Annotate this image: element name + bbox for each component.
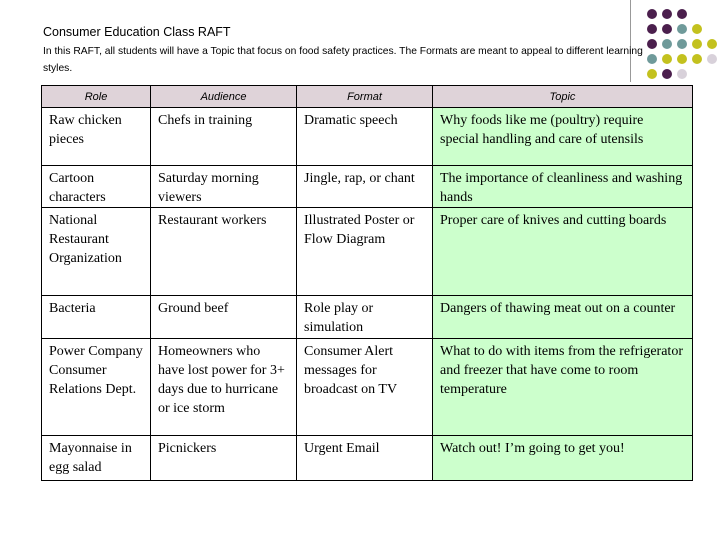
- table-row: [42, 296, 693, 339]
- topic-cell: Watch out! I’m going to get you!: [433, 436, 693, 481]
- format-cell: Dramatic speech: [297, 108, 433, 166]
- table-row: [42, 108, 693, 166]
- role-cell: National Restaurant Organization: [42, 208, 151, 296]
- format-cell: Role play or simulation: [297, 296, 433, 339]
- format-cell: Illustrated Poster or Flow Diagram: [297, 208, 433, 296]
- slide-subtitle: In this RAFT, all students will have a Topic that focus on food safety practices. The Formats are meant to appeal to different learning styles.: [43, 46, 643, 74]
- format-cell: Consumer Alert messages for broadcast on TV: [297, 339, 433, 436]
- decorative-dot: [692, 54, 702, 64]
- topic-cell: Proper care of knives and cutting boards: [433, 208, 693, 296]
- format-cell: Jingle, rap, or chant: [297, 166, 433, 208]
- audience-cell: Saturday morning viewers: [151, 166, 297, 208]
- role-cell: Bacteria: [42, 296, 151, 339]
- topic-cell: What to do with items from the refrigerator and freezer that have come to room temperature: [433, 339, 693, 436]
- decorative-dot: [692, 24, 702, 34]
- format-cell: Urgent Email: [297, 436, 433, 481]
- decorative-dot: [677, 39, 687, 49]
- decorative-dot: [677, 54, 687, 64]
- table-row: [42, 166, 693, 208]
- decorative-dot: [677, 9, 687, 19]
- topic-cell: The importance of cleanliness and washing hands: [433, 166, 693, 208]
- role-cell: Raw chicken pieces: [42, 108, 151, 166]
- header-topic: Topic: [433, 86, 693, 108]
- header-audience: Audience: [151, 86, 297, 108]
- table-row: [42, 339, 693, 436]
- decorative-dot: [677, 24, 687, 34]
- decorative-dot: [662, 9, 672, 19]
- decorative-dot: [647, 9, 657, 19]
- decorative-dot: [662, 24, 672, 34]
- decorative-dot: [677, 69, 687, 79]
- decorative-dot: [707, 54, 717, 64]
- topic-cell: Why foods like me (poultry) require special handling and care of utensils: [433, 108, 693, 166]
- table-row: [42, 208, 693, 296]
- header-format: Format: [297, 86, 433, 108]
- header-role: Role: [42, 86, 151, 108]
- role-cell: Power Company Consumer Relations Dept.: [42, 339, 151, 436]
- table-row: [42, 436, 693, 481]
- raft-table: [41, 85, 693, 481]
- decorative-dot: [662, 39, 672, 49]
- topic-cell: Dangers of thawing meat out on a counter: [433, 296, 693, 339]
- audience-cell: Ground beef: [151, 296, 297, 339]
- table-header-row: [42, 86, 693, 108]
- role-cell: Cartoon characters: [42, 166, 151, 208]
- audience-cell: Restaurant workers: [151, 208, 297, 296]
- decorative-dot: [692, 39, 702, 49]
- decorative-dot: [707, 39, 717, 49]
- decorative-dot: [647, 24, 657, 34]
- slide-title: Consumer Education Class RAFT: [43, 25, 231, 39]
- audience-cell: Homeowners who have lost power for 3+ days due to hurricane or ice storm: [151, 339, 297, 436]
- audience-cell: Picnickers: [151, 436, 297, 481]
- audience-cell: Chefs in training: [151, 108, 297, 166]
- decorative-dot: [662, 54, 672, 64]
- decorative-dot: [662, 69, 672, 79]
- role-cell: Mayonnaise in egg salad: [42, 436, 151, 481]
